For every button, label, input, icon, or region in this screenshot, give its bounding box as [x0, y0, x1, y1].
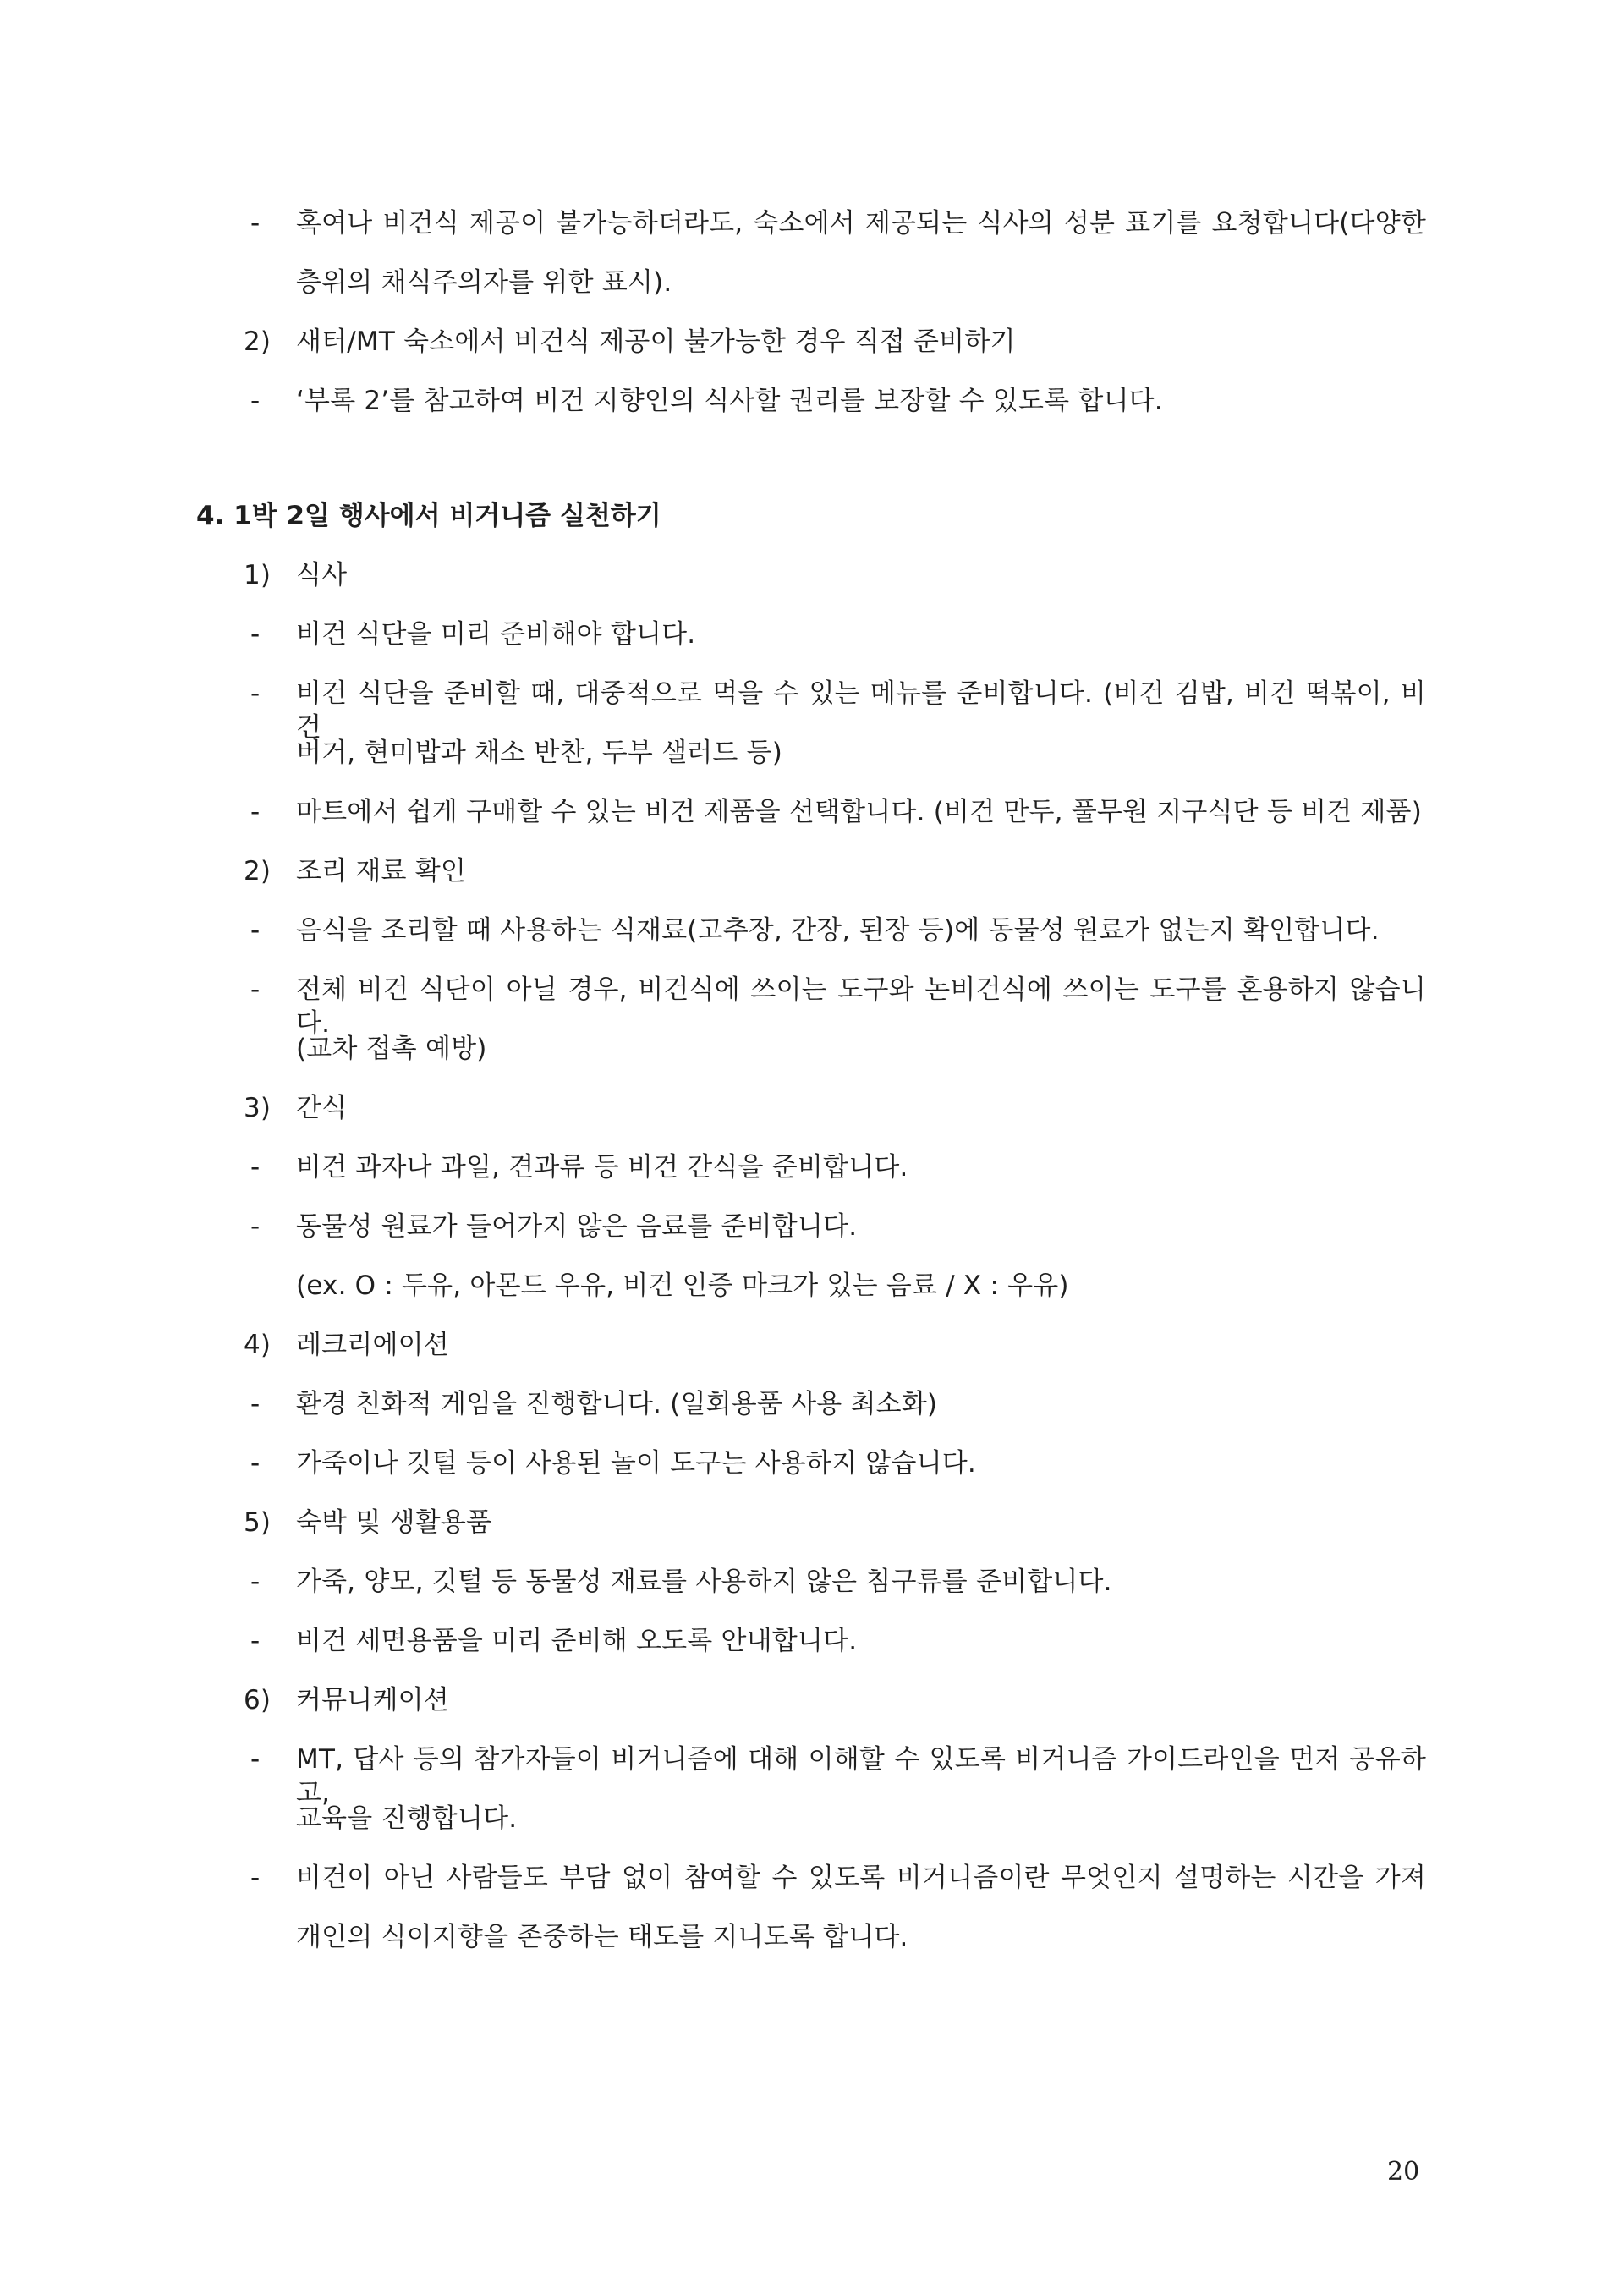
list-marker: 5): [244, 1507, 272, 1538]
list-marker: -: [250, 386, 261, 416]
list-item-text: 버거, 현미밥과 채소 반찬, 두부 샐러드 등): [296, 738, 783, 768]
list-marker: 6): [244, 1685, 272, 1715]
list-marker: -: [250, 915, 261, 946]
list-marker: 1): [244, 560, 272, 590]
list-item-text: (ex. O : 두유, 아몬드 우유, 비건 인증 마크가 있는 음료 / X : 우유): [296, 1270, 1069, 1301]
list-item-text: 개인의 식이지향을 존중하는 태도를 지니도록 합니다.: [296, 1922, 908, 1952]
list-item-text: ‘부록 2’를 참고하여 비건 지향인의 식사할 권리를 보장할 수 있도록 합니다.: [296, 386, 1163, 416]
list-item-text: (교차 접촉 예방): [296, 1034, 487, 1064]
list-marker: -: [250, 619, 261, 650]
list-item-text: 비건 식단을 준비할 때, 대중적으로 먹을 수 있는 메뉴를 준비합니다. (비건 김밥, 비건 떡볶이, 비건: [296, 678, 1426, 743]
list-marker: -: [250, 208, 261, 239]
list-item-text: 음식을 조리할 때 사용하는 식재료(고추장, 간장, 된장 등)에 동물성 원료가 없는지 확인합니다.: [296, 915, 1380, 946]
list-item-text: 가죽, 양모, 깃털 등 동물성 재료를 사용하지 않은 침구류를 준비합니다.: [296, 1567, 1112, 1597]
list-marker: -: [250, 1567, 261, 1597]
list-item-text: 가죽이나 깃털 등이 사용된 놀이 도구는 사용하지 않습니다.: [296, 1448, 976, 1479]
list-item-text: 새터/MT 숙소에서 비건식 제공이 불가능한 경우 직접 준비하기: [296, 327, 1016, 357]
list-item-text: 비건 과자나 과일, 견과류 등 비건 간식을 준비합니다.: [296, 1152, 908, 1183]
list-item-text: 동물성 원료가 들어가지 않은 음료를 준비합니다.: [296, 1211, 858, 1242]
list-item-text: 비건이 아닌 사람들도 부담 없이 참여할 수 있도록 비거니즘이란 무엇인지 설명하는 시간을 가져: [296, 1863, 1426, 1893]
list-item-text: 숙박 및 생활용품: [296, 1507, 492, 1538]
list-marker: 2): [244, 327, 272, 357]
list-marker: -: [250, 1211, 261, 1242]
list-item-text: 비건 세면용품을 미리 준비해 오도록 안내합니다.: [296, 1626, 858, 1656]
list-marker: 3): [244, 1093, 272, 1123]
list-marker: 2): [244, 856, 272, 886]
list-item-text: 환경 친화적 게임을 진행합니다. (일회용품 사용 최소화): [296, 1389, 938, 1419]
list-marker: -: [250, 1389, 261, 1419]
list-marker: 4): [244, 1330, 272, 1360]
list-marker: -: [250, 974, 261, 1005]
page-number: 20: [1387, 2157, 1420, 2187]
list-item-text: MT, 답사 등의 참가자들이 비거니즘에 대해 이해할 수 있도록 비거니즘 가이드라인을 먼저 공유하고,: [296, 1744, 1426, 1808]
list-item-text: 조리 재료 확인: [296, 856, 466, 886]
list-marker: -: [250, 1626, 261, 1656]
list-marker: -: [250, 1448, 261, 1479]
list-item-text: 교육을 진행합니다.: [296, 1803, 518, 1834]
list-marker: -: [250, 1744, 261, 1775]
list-item-text: 커뮤니케이션: [296, 1685, 449, 1715]
list-marker: -: [250, 1863, 261, 1893]
list-item-text: 식사: [296, 560, 348, 590]
list-item-text: 마트에서 쉽게 구매할 수 있는 비건 제품을 선택합니다. (비건 만두, 풀무원 지구식단 등 비건 제품): [296, 797, 1422, 827]
list-marker: -: [250, 1152, 261, 1183]
list-item-text: 간식: [296, 1093, 348, 1123]
list-item-text: 레크리에이션: [296, 1330, 449, 1360]
list-marker: -: [250, 678, 261, 709]
section-heading: 4. 1박 2일 행사에서 비거니즘 실천하기: [196, 501, 661, 531]
list-item-text: 전체 비건 식단이 아닐 경우, 비건식에 쓰이는 도구와 논비건식에 쓰이는 도구를 혼용하지 않습니다.: [296, 974, 1426, 1039]
list-item-text: 혹여나 비건식 제공이 불가능하더라도, 숙소에서 제공되는 식사의 성분 표기를 요청합니다(다양한: [296, 208, 1426, 239]
list-item-text: 층위의 채식주의자를 위한 표시).: [296, 267, 672, 298]
list-marker: -: [250, 797, 261, 827]
list-item-text: 비건 식단을 미리 준비해야 합니다.: [296, 619, 696, 650]
